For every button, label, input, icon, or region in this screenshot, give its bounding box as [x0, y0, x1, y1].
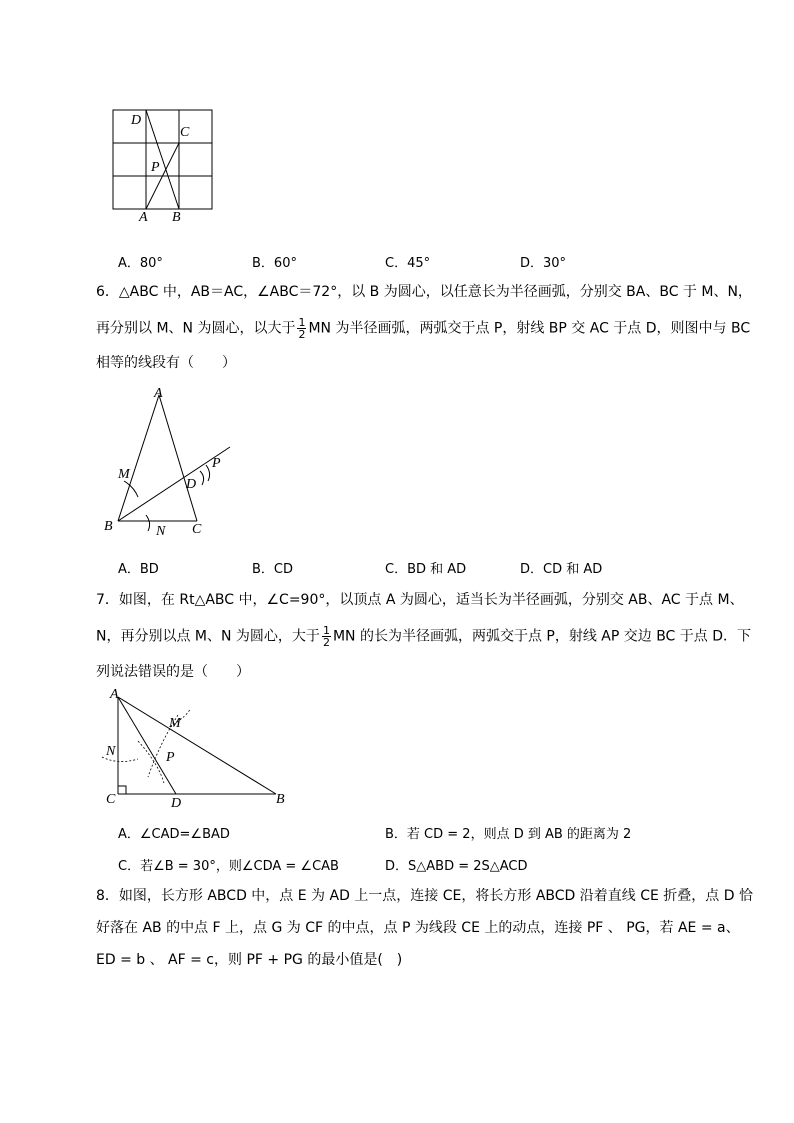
- q6-fraction: [297, 317, 306, 340]
- q7-right-triangle-figure: [98, 685, 298, 810]
- q7-label-n: N: [106, 744, 116, 759]
- q7-label-a: A: [110, 687, 119, 702]
- q7-frac-den: 2: [322, 636, 330, 649]
- q6-label-d: D: [186, 477, 197, 492]
- q7-option-b[interactable]: B．若 CD = 2，则点 D 到 AB 的距离为 2: [385, 827, 632, 842]
- q6-triangle-figure: [96, 385, 246, 540]
- q7-fraction: [322, 625, 331, 648]
- q6-line-2-pre: 再分别以 M、N 为圆心，以大于: [96, 320, 296, 337]
- q7-option-d[interactable]: D．S△ABD = 2S△ACD: [385, 859, 528, 874]
- q6-line-1: 6．△ABC 中，AB＝AC，∠ABC＝72°，以 B 为圆心，以任意长为半径画弧，分别交 BA、BC 于 M、N，: [96, 284, 752, 300]
- q6-label-c: C: [192, 522, 202, 537]
- q7-label-b: B: [276, 792, 285, 807]
- q6-label-m: M: [118, 467, 130, 482]
- q6-option-b[interactable]: B．CD: [252, 562, 294, 577]
- q7-label-m: M: [169, 716, 181, 731]
- q6-option-a[interactable]: A．BD: [118, 562, 159, 577]
- q5-grid-figure: [110, 105, 220, 225]
- q5-option-c[interactable]: C．45°: [385, 256, 431, 271]
- q6-option-c[interactable]: C．BD 和 AD: [385, 562, 467, 577]
- q8-line-1: 8．如图，长方形 ABCD 中，点 E 为 AD 上一点，连接 CE，将长方形 ABCD 沿着直线 CE 折叠，点 D 恰: [96, 888, 753, 904]
- q7-option-a[interactable]: A．∠CAD=∠BAD: [118, 827, 230, 842]
- q5-option-d[interactable]: D．30°: [520, 256, 567, 271]
- q6-label-b: B: [104, 519, 113, 534]
- q8-line-3: ED = b 、 AF = c，则 PF + PG 的最小值是( ): [96, 952, 403, 968]
- q7-line-1: 7．如图，在 Rt△ABC 中，∠C=90°，以顶点 A 为圆心，适当长为半径画弧，分别交 AB、AC 于点 M、: [96, 592, 744, 608]
- q7-label-p: P: [166, 750, 175, 765]
- q5-option-b[interactable]: B．60°: [252, 256, 297, 271]
- q5-label-b: B: [172, 210, 181, 225]
- q7-line-2-post: MN 的长为半径画弧，两弧交于点 P，射线 AP 交边 BC 于点 D．下: [332, 628, 752, 645]
- q6-line-3: 相等的线段有（ ）: [96, 355, 236, 371]
- q5-option-a[interactable]: A．80°: [118, 256, 163, 271]
- q7-line-2-pre: N，再分别以点 M、N 为圆心，大于: [96, 628, 320, 645]
- q6-frac-den: 2: [298, 328, 306, 341]
- q7-option-c[interactable]: C．若∠B = 30°，则∠CDA = ∠CAB: [118, 859, 339, 874]
- q5-label-p: P: [151, 160, 160, 175]
- q5-label-a: A: [139, 210, 148, 225]
- q6-frac-num: 1: [298, 316, 306, 329]
- q5-label-d: D: [131, 113, 142, 128]
- q8-line-2: 好落在 AB 的中点 F 上，点 G 为 CF 的中点，点 P 为线段 CE 上的动点，连接 PF 、 PG，若 AE = a、: [96, 920, 740, 936]
- q6-line-2: [96, 317, 750, 340]
- q6-option-d[interactable]: D．CD 和 AD: [520, 562, 603, 577]
- q7-label-d: D: [171, 796, 182, 810]
- q6-label-n: N: [156, 524, 166, 539]
- q6-label-a: A: [154, 386, 163, 401]
- q7-label-c: C: [106, 792, 116, 807]
- q5-label-c: C: [180, 125, 190, 140]
- q7-frac-num: 1: [322, 624, 330, 637]
- q7-line-3: 列说法错误的是（ ）: [96, 664, 250, 680]
- q6-label-p: P: [212, 456, 221, 471]
- q6-line-2-post: MN 为半径画弧，两弧交于点 P，射线 BP 交 AC 于点 D，则图中与 BC: [308, 320, 751, 337]
- q7-line-2: [96, 625, 751, 648]
